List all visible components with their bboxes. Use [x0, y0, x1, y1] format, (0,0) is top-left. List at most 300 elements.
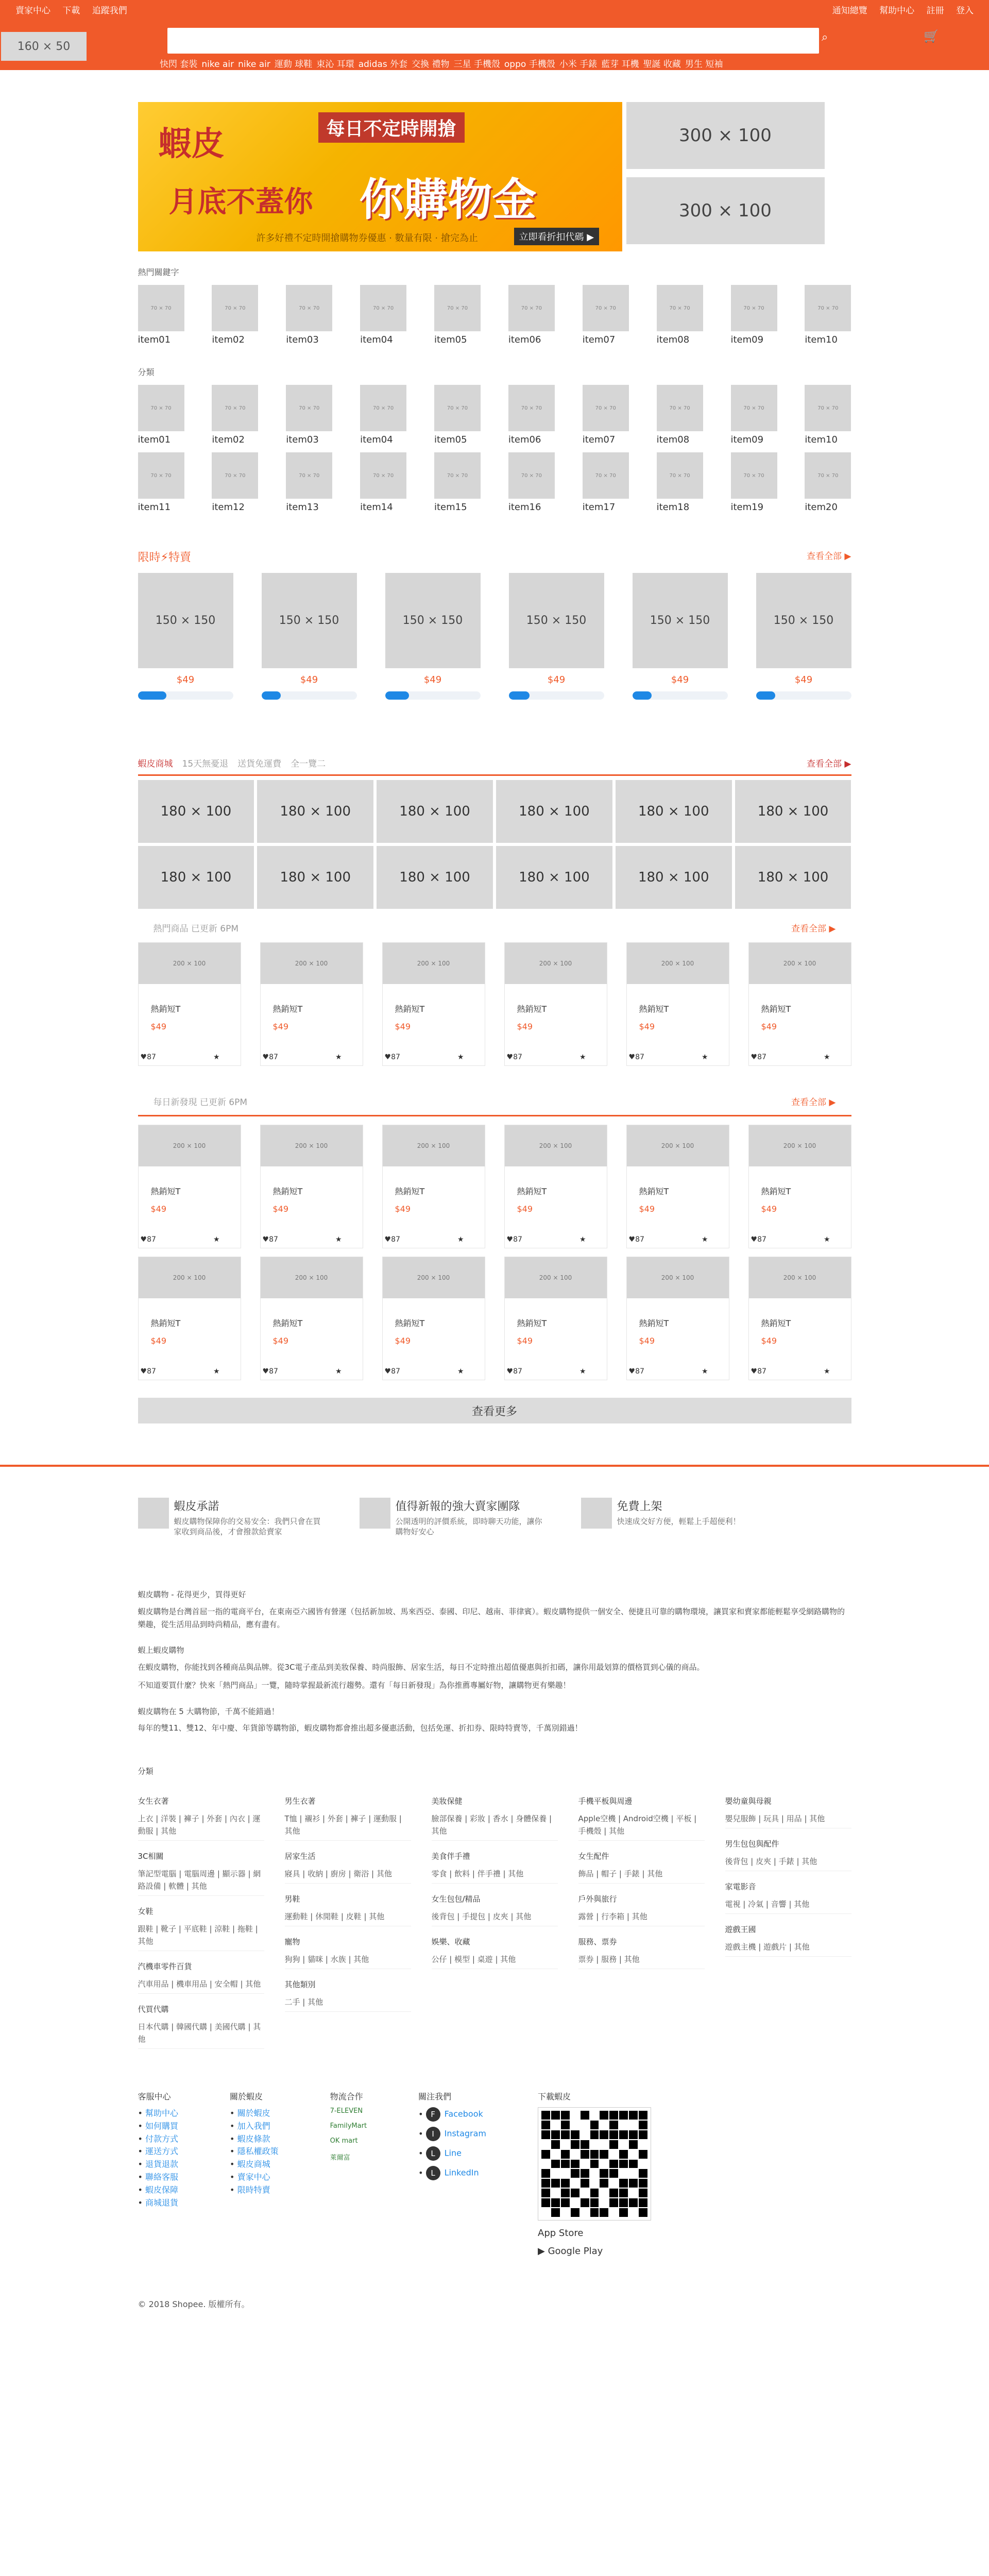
category-links[interactable]: 汽車用品 | 機車用品 | 安全帽 | 其他 [138, 1978, 264, 1994]
flash-item[interactable] [756, 573, 851, 700]
cart-icon[interactable]: 🛒 [924, 29, 939, 43]
category-label: item05 [434, 434, 467, 445]
about-paragraph-1: 蝦皮購物是台灣首屈一指的電商平台，在東南亞六國皆有營運（包括新加坡、馬來西亞、泰國、印尼、越南、菲律賓）。蝦皮購物提供一個安全、便捷且可靠的購物環境，讓買家和賣家都能輕鬆享受網路購物的樂趣，從生活用品到時尚精品，應有盡有。 [138, 1606, 845, 1629]
category-image: 70 × 70 [138, 385, 184, 431]
hot-word-link[interactable]: 交換 禮物 [412, 59, 450, 70]
banner-subtitle: 許多好禮不定時開搶購物券優惠 · 數量有限 · 搶完為止 [256, 233, 478, 244]
product-card[interactable] [626, 1257, 729, 1380]
app-store-badge[interactable] [538, 2228, 651, 2239]
product-card[interactable] [382, 942, 485, 1066]
product-image: 200 × 100 [505, 1125, 607, 1166]
product-footer [385, 1053, 464, 1061]
flash-item-price: $49 [671, 674, 689, 685]
product-card[interactable] [260, 1257, 363, 1380]
product-footer [507, 1367, 586, 1376]
star-icon: ★ [335, 1367, 342, 1376]
daily-discover-more[interactable]: 查看全部 ▶ [791, 1097, 836, 1108]
bottom-links [138, 2090, 851, 2257]
banner-title-3: 月底不蓋你 [168, 185, 313, 219]
hot-keywords-list [138, 285, 851, 345]
product-image: 200 × 100 [139, 1125, 241, 1166]
category-label: item17 [582, 502, 616, 513]
like-count[interactable] [385, 1367, 400, 1376]
flash-item[interactable] [138, 573, 233, 700]
like-count[interactable] [263, 1367, 278, 1376]
mall-more[interactable]: 查看全部 ▶ [807, 759, 851, 769]
category-heading[interactable]: 女鞋 [138, 1907, 154, 1916]
like-count[interactable] [507, 1053, 522, 1061]
product-image: 200 × 100 [627, 943, 729, 984]
like-count-value: 87 [391, 1235, 400, 1244]
category-heading[interactable]: 女生包包/精品 [431, 1894, 481, 1904]
star-icon: ★ [457, 1235, 464, 1244]
category-links[interactable]: 後背包 | 手提包 | 皮夾 | 其他 [432, 1910, 558, 1926]
category-item[interactable] [508, 285, 555, 345]
feature-item [138, 1498, 323, 1537]
product-price: $49 [150, 1022, 167, 1031]
mall-cell[interactable]: 180 × 100 [138, 780, 254, 843]
star-icon: ★ [579, 1367, 586, 1376]
product-card[interactable] [138, 1125, 241, 1248]
search-icon[interactable]: ⌕ [822, 31, 828, 44]
category-links[interactable]: 嬰兒服飾 | 玩具 | 用品 | 其他 [725, 1812, 851, 1828]
product-name: 熱銷短T [517, 1004, 547, 1014]
mall-cell[interactable]: 180 × 100 [257, 780, 373, 843]
mall-cell[interactable]: 180 × 100 [496, 780, 612, 843]
category-heading[interactable]: 男生包包與配件 [725, 1839, 779, 1849]
about-paragraph-3: 不知道要買什麼？快來「熱門商品」一覽，隨時掌握最新流行趨勢。還有「每日新發現」為你推薦專屬好物，讓購物更有樂趣！ [138, 1680, 571, 1690]
google-play-label: Google Play [548, 2246, 603, 2257]
service-link[interactable]: • 聯絡客服 [138, 2171, 179, 2184]
top-bar [0, 0, 989, 19]
category-item[interactable] [212, 285, 258, 345]
category-links[interactable]: 零食 | 飲料 | 伴手禮 | 其他 [432, 1868, 558, 1884]
category-heading[interactable]: 代買代購 [138, 2005, 169, 2014]
category-heading[interactable]: 家電影音 [725, 1882, 756, 1891]
mall-cell[interactable]: 180 × 100 [257, 846, 373, 909]
mall-cell[interactable]: 180 × 100 [377, 846, 493, 909]
partner-logo: 萊爾富 [330, 2154, 350, 2162]
flash-progress-fill [756, 691, 775, 700]
site-logo[interactable]: 160 × 50 [1, 32, 87, 61]
product-image: 200 × 100 [505, 943, 607, 984]
category-label: item08 [656, 334, 690, 345]
product-price: $49 [395, 1336, 411, 1346]
category-item[interactable] [360, 452, 406, 513]
category-item[interactable] [508, 385, 555, 445]
like-count[interactable] [751, 1367, 766, 1376]
category-heading[interactable]: 美妝保健 [431, 1797, 463, 1806]
hot-word-link[interactable]: 聖誕 收藏 [643, 59, 681, 70]
category-column [578, 1786, 705, 2049]
social-link[interactable] [418, 2107, 486, 2122]
category-item[interactable] [583, 452, 629, 513]
mall-tab[interactable]: 全一覽二 [291, 759, 326, 769]
about-link[interactable]: • 限時特賣 [230, 2184, 279, 2197]
help-center-link[interactable]: 幫助中心 [879, 5, 915, 16]
product-card[interactable] [748, 942, 851, 1066]
category-links[interactable]: 電視 | 冷氣 | 音響 | 其他 [725, 1898, 851, 1914]
category-image: 70 × 70 [805, 385, 851, 431]
flash-item-price: $49 [176, 674, 195, 685]
flash-item[interactable] [509, 573, 604, 700]
category-links[interactable]: 運動鞋 | 休閒鞋 | 皮鞋 | 其他 [285, 1910, 411, 1926]
footer [0, 1465, 989, 2310]
heart-icon: ♥ [751, 1053, 758, 1061]
category-heading[interactable]: 嬰幼童與母親 [725, 1797, 772, 1806]
category-item[interactable] [731, 285, 777, 345]
social-link[interactable] [418, 2146, 486, 2161]
mall-tab[interactable]: 15天無憂退 [182, 759, 229, 769]
product-card[interactable] [504, 1257, 607, 1380]
category-links[interactable]: 二手 | 其他 [285, 1996, 411, 2012]
features-row [138, 1498, 851, 1537]
category-item[interactable] [360, 385, 406, 445]
star-icon: ★ [213, 1367, 220, 1376]
google-play-badge[interactable]: ▶ Google Play [538, 2246, 603, 2257]
flash-item-image: 150 × 150 [633, 573, 728, 668]
feature-text [396, 1498, 545, 1537]
social-link[interactable] [418, 2127, 486, 2141]
hot-word-link[interactable]: 男生 短袖 [685, 59, 723, 70]
flash-progress-fill [385, 691, 409, 700]
category-label: item15 [434, 502, 467, 513]
category-item[interactable] [360, 285, 406, 345]
hot-word-link[interactable]: 藍芽 耳機 [601, 59, 639, 70]
category-heading[interactable]: 男鞋 [284, 1894, 300, 1904]
follow-title: 關注我們 [418, 2092, 452, 2102]
category-links[interactable]: 狗狗 | 貓咪 | 水族 | 其他 [285, 1953, 411, 1969]
category-links[interactable]: Apple空機 | Android空機 | 平板 | 手機殼 | 其他 [578, 1812, 705, 1841]
flash-item[interactable] [262, 573, 357, 700]
product-card[interactable] [504, 942, 607, 1066]
category-heading[interactable]: 手機平板與周邊 [578, 1797, 633, 1806]
product-price: $49 [761, 1022, 777, 1031]
about-link[interactable]: • 蝦皮條款 [230, 2133, 279, 2146]
category-links[interactable]: 寢具 | 收納 | 廚房 | 衛浴 | 其他 [285, 1868, 411, 1884]
mall-cell[interactable]: 180 × 100 [616, 846, 732, 909]
category-label: item11 [138, 502, 171, 513]
like-count[interactable] [141, 1235, 156, 1244]
about-link[interactable]: • 賣家中心 [230, 2171, 279, 2184]
category-item[interactable] [805, 285, 851, 345]
mall-cell[interactable]: 180 × 100 [735, 846, 851, 909]
category-links[interactable]: 遊戲主機 | 遊戲片 | 其他 [725, 1941, 851, 1957]
heart-icon: ♥ [262, 1367, 269, 1376]
mall-cell[interactable]: 180 × 100 [616, 780, 732, 843]
service-link[interactable]: • 付款方式 [138, 2133, 179, 2146]
like-count[interactable] [263, 1053, 278, 1061]
product-card[interactable] [626, 1125, 729, 1248]
product-footer [141, 1053, 220, 1061]
product-name: 熱銷短T [395, 1004, 425, 1014]
social-label: Facebook [444, 2109, 483, 2119]
category-label: item04 [360, 434, 393, 445]
feature-title: 值得新報的強大賣家團隊 [395, 1500, 520, 1513]
about-paragraph-4: 每年的雙11、雙12、年中慶、年貨節等購物節，蝦皮購物都會推出超多優惠活動，包括免運、折扣券、限時特賣等，千萬別錯過！ [138, 1723, 583, 1733]
hot-word-link[interactable]: nike air [201, 59, 234, 70]
hot-word-link[interactable]: 束沁 耳環 [316, 59, 354, 70]
category-image: 70 × 70 [731, 385, 777, 431]
like-count[interactable] [385, 1053, 400, 1061]
product-name: 熱銷短T [639, 1318, 669, 1328]
flash-progress-fill [138, 691, 167, 700]
feature-text [617, 1498, 741, 1537]
category-links[interactable]: 票券 | 服務 | 其他 [578, 1953, 705, 1969]
social-label: LinkedIn [444, 2167, 479, 2178]
product-card[interactable] [260, 1125, 363, 1248]
like-count[interactable] [751, 1235, 766, 1244]
like-count-value: 87 [513, 1367, 522, 1376]
daily-row-1 [138, 1125, 851, 1248]
category-label: item04 [360, 334, 393, 345]
service-link[interactable]: • 如何購買 [138, 2120, 179, 2133]
flash-sale-more[interactable]: 查看全部 ▶ [807, 551, 851, 562]
heart-icon: ♥ [262, 1235, 269, 1244]
category-links[interactable]: 跟鞋 | 靴子 | 平底鞋 | 涼鞋 | 拖鞋 | 其他 [138, 1923, 264, 1951]
hot-word-link[interactable]: oppo 手機殼 [504, 59, 555, 70]
product-card[interactable] [748, 1125, 851, 1248]
category-item[interactable] [583, 385, 629, 445]
like-count[interactable] [507, 1235, 522, 1244]
flash-item[interactable] [385, 573, 481, 700]
category-item[interactable] [434, 385, 481, 445]
like-count[interactable] [141, 1053, 156, 1061]
like-count-value: 87 [635, 1235, 644, 1244]
service-link[interactable]: • 退貨退款 [138, 2158, 179, 2171]
heart-icon: ♥ [628, 1367, 636, 1376]
category-heading[interactable]: 汽機車零件百貨 [138, 1962, 192, 1971]
product-card[interactable] [504, 1125, 607, 1248]
star-icon: ★ [335, 1053, 342, 1061]
product-card[interactable] [138, 1257, 241, 1380]
like-count[interactable] [263, 1235, 278, 1244]
hot-word-link[interactable]: 三星 手機殼 [453, 59, 500, 70]
category-item[interactable] [583, 285, 629, 345]
category-image: 70 × 70 [360, 385, 406, 431]
category-image: 70 × 70 [508, 385, 555, 431]
category-item[interactable] [212, 452, 258, 513]
product-image: 200 × 100 [139, 943, 241, 984]
like-count[interactable] [385, 1235, 400, 1244]
hot-word-link[interactable]: 運動 球鞋 [274, 59, 313, 70]
side-banner-2[interactable]: 300 × 100 [626, 177, 825, 244]
login-link[interactable]: 登入 [956, 5, 974, 16]
about-link[interactable]: • 加入我們 [230, 2120, 279, 2133]
category-heading[interactable]: 遊戲王國 [725, 1925, 756, 1934]
category-heading[interactable]: 其他類別 [284, 1980, 316, 1989]
mall-cell[interactable]: 180 × 100 [377, 780, 493, 843]
hot-products-more[interactable]: 查看全部 ▶ [791, 924, 836, 934]
category-label: item03 [286, 334, 319, 345]
star-icon: ★ [213, 1235, 220, 1244]
product-image: 200 × 100 [383, 1257, 485, 1298]
product-card[interactable] [626, 942, 729, 1066]
category-label: item12 [212, 502, 245, 513]
category-column [138, 1786, 264, 2049]
category-links[interactable]: 飾品 | 帽子 | 手錶 | 其他 [578, 1868, 705, 1884]
category-label: item19 [730, 502, 764, 513]
like-count-value: 87 [391, 1053, 400, 1061]
service-link[interactable]: • 運送方式 [138, 2145, 179, 2158]
like-count[interactable] [629, 1367, 644, 1376]
star-icon: ★ [823, 1053, 830, 1061]
category-heading[interactable]: 居家生活 [284, 1852, 316, 1861]
social-icon: I [426, 2127, 440, 2141]
category-item[interactable] [731, 452, 777, 513]
social-label: Instagram [444, 2128, 486, 2139]
category-heading[interactable]: 戶外與旅行 [578, 1894, 617, 1904]
service-title: 客服中心 [138, 2092, 171, 2102]
category-links[interactable]: 露營 | 行李箱 | 其他 [578, 1910, 705, 1926]
mall-tab[interactable]: 送貨免運費 [237, 759, 282, 769]
hot-word-link[interactable]: 快閃 套裝 [160, 59, 198, 70]
main-banner[interactable] [138, 102, 622, 251]
mall-cell[interactable]: 180 × 100 [735, 780, 851, 843]
heart-icon: ♥ [140, 1053, 147, 1061]
like-count[interactable] [507, 1367, 522, 1376]
category-item[interactable] [212, 385, 258, 445]
mall-grid [138, 780, 851, 909]
category-links[interactable]: 上衣 | 洋裝 | 褲子 | 外套 | 內衣 | 運動服 | 其他 [138, 1812, 264, 1841]
hot-word-link[interactable]: 小米 手錶 [559, 59, 598, 70]
heart-icon: ♥ [384, 1367, 391, 1376]
hot-word-link[interactable]: nike air [238, 59, 270, 70]
feature-item [360, 1498, 545, 1537]
hot-word-link[interactable]: adidas 外套 [358, 59, 408, 70]
like-count[interactable] [751, 1053, 766, 1061]
product-card[interactable] [382, 1257, 485, 1380]
social-link[interactable] [418, 2166, 486, 2180]
social-label: Line [444, 2148, 462, 2158]
product-card[interactable] [260, 942, 363, 1066]
flash-item-image: 150 × 150 [385, 573, 481, 668]
download-link[interactable]: 下載 [62, 5, 80, 16]
category-item[interactable] [657, 285, 703, 345]
category-heading[interactable]: 服務、票券 [578, 1937, 617, 1946]
flash-item-price: $49 [547, 674, 566, 685]
service-link[interactable]: • 商城退貨 [138, 2197, 179, 2210]
category-item[interactable] [731, 385, 777, 445]
banner-cta[interactable]: 立即看折扣代碼 ▶ [514, 228, 600, 245]
follow-us-link[interactable]: 追蹤我們 [92, 5, 127, 16]
service-link[interactable]: • 蝦皮保障 [138, 2184, 179, 2197]
category-heading[interactable]: 女生配件 [578, 1852, 609, 1861]
category-heading[interactable]: 3C相關 [138, 1852, 164, 1861]
category-heading[interactable]: 男生衣著 [284, 1797, 316, 1806]
category-image: 70 × 70 [657, 385, 703, 431]
flash-item[interactable] [633, 573, 728, 700]
mall-tab[interactable]: 蝦皮商城 [138, 759, 173, 769]
category-item[interactable] [657, 452, 703, 513]
mall-cell[interactable]: 180 × 100 [138, 846, 254, 909]
like-count[interactable] [629, 1235, 644, 1244]
category-image: 70 × 70 [508, 452, 555, 499]
like-count[interactable] [141, 1367, 156, 1376]
product-card[interactable] [138, 942, 241, 1066]
category-item[interactable] [805, 452, 851, 513]
category-item[interactable] [138, 385, 184, 445]
category-item[interactable] [657, 385, 703, 445]
product-price: $49 [150, 1336, 167, 1346]
flash-item-image: 150 × 150 [756, 573, 851, 668]
category-links[interactable]: 後背包 | 皮夾 | 手錶 | 其他 [725, 1855, 851, 1871]
category-item[interactable] [805, 385, 851, 445]
category-label: item08 [656, 434, 690, 445]
product-price: $49 [517, 1204, 533, 1214]
product-price: $49 [639, 1022, 655, 1031]
notifications-link[interactable]: 通知總覽 [832, 5, 867, 16]
category-links[interactable]: 臉部保養 | 彩妝 | 香水 | 身體保養 | 其他 [432, 1812, 558, 1841]
category-item[interactable] [138, 452, 184, 513]
category-links[interactable]: 日本代購 | 韓國代購 | 美國代購 | 其他 [138, 2021, 264, 2049]
category-label: item05 [434, 334, 467, 345]
category-item[interactable] [286, 452, 332, 513]
about-heading-3: 蝦皮購物在 5 大購物節，千萬不能錯過！ [138, 1706, 279, 1716]
product-footer [385, 1367, 464, 1376]
feature-text [174, 1498, 323, 1537]
category-heading[interactable]: 寵物 [284, 1937, 300, 1946]
category-links[interactable]: T恤 | 襯衫 | 外套 | 褲子 | 運動服 | 其他 [285, 1812, 411, 1841]
social-icon: L [426, 2166, 440, 2180]
side-banner-1[interactable]: 300 × 100 [626, 102, 825, 169]
star-icon: ★ [213, 1053, 220, 1061]
social-icon: L [426, 2146, 440, 2161]
product-price: $49 [150, 1204, 167, 1214]
product-image: 200 × 100 [749, 1257, 851, 1298]
category-item[interactable] [286, 285, 332, 345]
heart-icon: ♥ [506, 1053, 514, 1061]
about-link[interactable]: • 關於蝦皮 [230, 2107, 279, 2120]
flash-item-price: $49 [300, 674, 318, 685]
category-heading[interactable]: 美食伴手禮 [431, 1852, 470, 1861]
search-input[interactable] [167, 28, 819, 54]
category-image: 70 × 70 [583, 285, 629, 331]
category-label: item07 [582, 434, 616, 445]
category-image: 70 × 70 [360, 285, 406, 331]
load-more-button[interactable]: 查看更多 [138, 1398, 851, 1423]
category-links[interactable]: 筆記型電腦 | 電腦周邊 | 顯示器 | 網路設備 | 軟體 | 其他 [138, 1868, 264, 1896]
category-heading[interactable]: 女生衣著 [138, 1797, 169, 1806]
product-price: $49 [517, 1022, 533, 1031]
flash-sale-title: 限時⚡特賣 [138, 551, 191, 564]
daily-row-2 [138, 1257, 851, 1380]
register-link[interactable]: 註冊 [926, 5, 944, 16]
feature-item [581, 1498, 766, 1537]
category-heading[interactable]: 娛樂、收藏 [431, 1937, 470, 1946]
category-item[interactable] [138, 285, 184, 345]
category-image: 70 × 70 [434, 452, 481, 499]
service-link[interactable]: • 幫助中心 [138, 2107, 179, 2120]
category-item[interactable] [434, 452, 481, 513]
product-price: $49 [761, 1336, 777, 1346]
like-count-value: 87 [147, 1367, 156, 1376]
product-card[interactable] [748, 1257, 851, 1380]
product-card[interactable] [382, 1125, 485, 1248]
feature-icon [360, 1498, 390, 1529]
about-link[interactable]: • 隱私權政策 [230, 2145, 279, 2158]
mall-cell[interactable]: 180 × 100 [496, 846, 612, 909]
category-item[interactable] [508, 452, 555, 513]
category-item[interactable] [434, 285, 481, 345]
like-count[interactable] [629, 1053, 644, 1061]
category-label: item02 [212, 434, 245, 445]
seller-center-link[interactable]: 賣家中心 [15, 5, 50, 16]
category-item[interactable] [286, 385, 332, 445]
about-link[interactable]: • 蝦皮商城 [230, 2158, 279, 2171]
category-links[interactable]: 公仔 | 模型 | 桌遊 | 其他 [432, 1953, 558, 1969]
feature-desc: 蝦皮購物保障你的交易安全：我們只會在買家收到商品後，才會撥款給賣家 [174, 1517, 321, 1536]
